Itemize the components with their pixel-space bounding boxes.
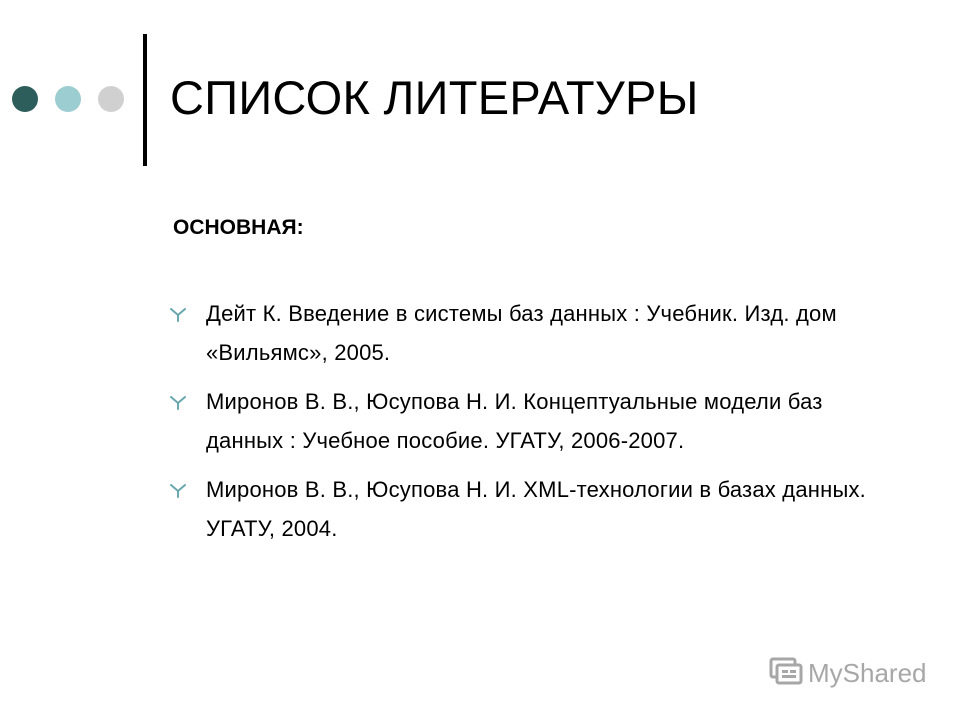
list-item <box>170 382 870 460</box>
bullet-icon <box>170 308 186 322</box>
reference-text: Миронов В. В., Юсупова Н. И. Концептуальные модели баз данных : Учебное пособие. УГАТУ, 2006-2007. <box>206 389 823 453</box>
light-teal-dot-icon <box>55 86 81 112</box>
dark-teal-dot-icon <box>12 86 38 112</box>
reference-text: Миронов В. В., Юсупова Н. И. XML-технологии в базах данных. УГАТУ, 2004. <box>206 477 866 541</box>
gray-dot-icon <box>98 86 124 112</box>
bullet-icon <box>170 484 186 498</box>
list-item <box>170 470 870 548</box>
slide-title: СПИСОК ЛИТЕРАТУРЫ <box>170 71 699 124</box>
list-item <box>170 294 870 372</box>
decorative-dots <box>12 86 124 112</box>
bullet-icon <box>170 396 186 410</box>
myshared-logo-icon <box>768 656 804 688</box>
section-subtitle: ОСНОВНАЯ: <box>173 216 304 239</box>
title-divider <box>143 34 147 166</box>
reference-list <box>170 294 870 558</box>
reference-text: Дейт К. Введение в системы баз данных : Учебник. Изд. дом «Вильямс», 2005. <box>206 301 837 365</box>
watermark-text: MyShared <box>808 658 927 688</box>
myshared-watermark <box>768 654 928 694</box>
